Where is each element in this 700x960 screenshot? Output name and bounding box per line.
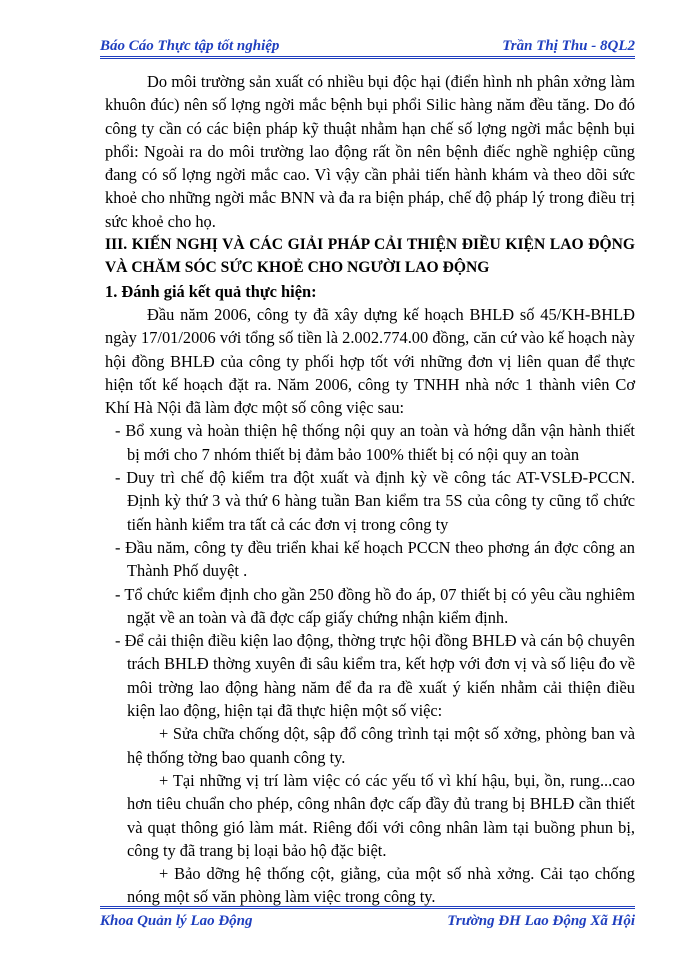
paragraph-plan-2006: Đầu năm 2006, công ty đã xây dựng kế hoạch BHLĐ số 45/KH-BHLĐ ngày 17/01/2006 với tổng số tiền là 2.002.774.00 đồng, căn cứ vào kế hoạch này hội đồng BHLĐ của công ty phối hợp tốt với những đơn vị liên quan để thực hiện tốt kế hoạch đặt ra. Năm 2006, công ty TNHH nhà nớc 1 thành viên Cơ Khí Hà Nội đã làm đợc một số công việc sau: <box>105 304 635 418</box>
paragraph-dust-disease: Do môi trường sản xuất có nhiều bụi độc hại (điển hình nh phân xởng làm khuôn đúc) nên số lợng ngời mắc bệnh bụi phổi Silic hàng năm đều tăng. Do đó công ty cần có các biện pháp kỹ thuật nhằm hạn chế số lợng ngời mắc bệnh bụi phổi: Ngoài ra do môi trường lao động rất ồn nên bệnh điếc nghề nghiệp cũng đang có số lợng ngời mắc cao. Vì vậy cần phải tiến hành khám và theo dõi sức khoẻ cho những ngời mắc BNN và đa ra biện pháp, chế độ pháp lý trong điều trị sức khoẻ cho họ. <box>105 72 635 231</box>
sub-list-item: + Tại những vị trí làm việc có các yếu tố vì khí hậu, bụi, ồn, rung...cao hơn tiêu chuẩn cho phép, công nhân đợc cấp đầy đủ trang bị BHLĐ cần thiết và quạt thông gió làm mát. Riêng đối với công nhân làm tại buồng phun bị, công ty đã trang bị loại bảo hộ đặc biệt. <box>127 770 635 860</box>
list-item: - Bổ xung và hoàn thiện hệ thống nội quy an toàn và hớng dẫn vận hành thiết bị mới cho 7 nhóm thiết bị đảm bảo 100% thiết bị có nội quy an toàn <box>115 421 635 464</box>
header-report-title: Báo Cáo Thực tập tốt nghiệp <box>100 38 280 54</box>
list-item: - Tổ chức kiểm định cho gần 250 đồng hồ đo áp, 07 thiết bị có yêu cầu nghiêm ngặt về an toàn và đã đợc cấp giấy chứng nhận kiểm định. <box>115 584 635 627</box>
sub-heading: 1. Đánh giá kết quả thực hiện: <box>105 281 317 301</box>
page-header <box>100 36 635 59</box>
list-item: - Để cải thiện điều kiện lao động, thờng trực hội đồng BHLĐ và cán bộ chuyên trách BHLĐ thờng xuyên đi sâu kiểm tra, kết hợp với đơn vị và số liệu đo về môi trờng lao động hàng năm để đa ra đề xuất ý kiến nhằm cải thiện điều kiện lao động, hiện tại đã thực hiện một số việc: <box>115 631 635 721</box>
document-body <box>105 70 635 909</box>
page-footer <box>100 906 635 931</box>
sub-list-item: + Bảo dỡng hệ thống cột, giằng, của một số nhà xởng. Cải tạo chống nóng một số văn phòng làm việc trong công ty. <box>127 864 635 907</box>
footer-university: Trường ĐH Lao Động Xã Hội <box>447 913 635 929</box>
section-heading: III. KIẾN NGHỊ VÀ CÁC GIẢI PHÁP CẢI THIỆN ĐIỀU KIỆN LAO ĐỘNG VÀ CHĂM SÓC SỨC KHOẺ CHO NGƯỜI LAO ĐỘNG <box>105 236 635 277</box>
list-item: - Duy trì chế độ kiểm tra đột xuất và định kỳ về công tác AT-VSLĐ-PCCN. Định kỳ thứ 3 và thứ 6 hàng tuần Ban kiểm tra 5S của công ty cũng tổ chức tiến hành kiểm tra tất cả các đơn vị trong công ty <box>115 468 635 534</box>
footer-faculty: Khoa Quản lý Lao Động <box>100 913 253 929</box>
list-item: - Đầu năm, công ty đều triển khai kế hoạch PCCN theo phơng án đợc công an Thành Phố duyệt . <box>115 537 635 581</box>
header-author: Trần Thị Thu - 8QL2 <box>502 38 635 54</box>
sub-list-item: + Sửa chữa chống dột, sập đổ công trình tại một số xởng, phòng ban và hệ thống tờng bao quanh công ty. <box>127 724 635 767</box>
